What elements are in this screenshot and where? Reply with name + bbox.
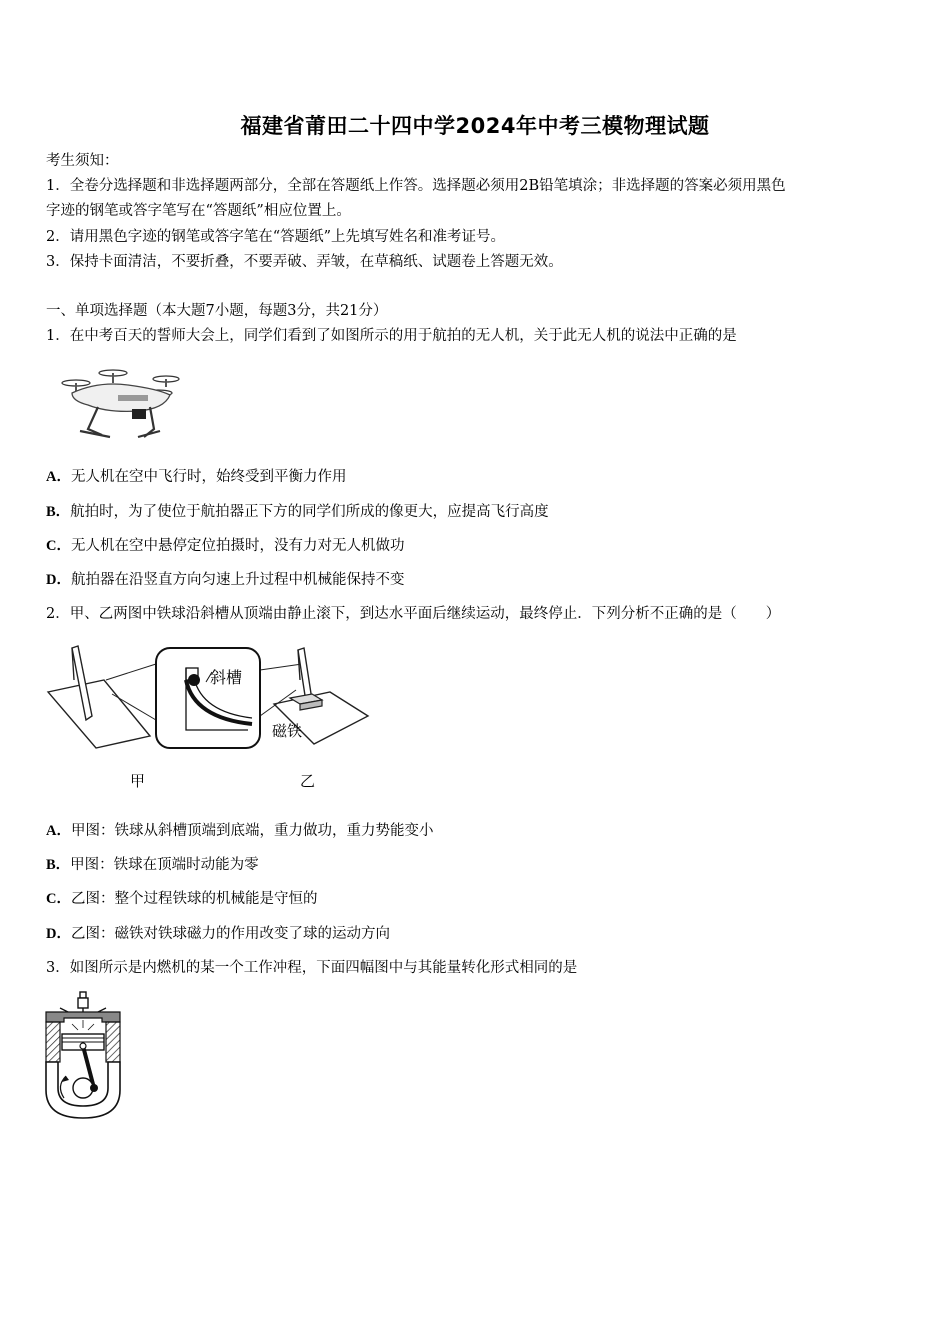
notice-item: 1．全卷分选择题和非选择题两部分，全部在答题纸上作答。选择题必须用2B铅笔填涂；非选择题的答案必须用黑色	[46, 178, 786, 194]
option-text: 无人机在空中悬停定位拍摄时，没有力对无人机做功	[70, 538, 405, 554]
caption-left: 甲	[130, 772, 146, 790]
q2-option-b	[46, 856, 906, 874]
option-text: 乙图：整个过程铁球的机械能是守恒的	[70, 891, 318, 907]
exam-title: 福建省莆田二十四中学2024年中考三模物理试题	[240, 114, 710, 138]
incline-figure	[44, 640, 374, 755]
q2-option-d	[46, 925, 906, 943]
engine-figure	[42, 990, 132, 1122]
notice-item: 字迹的钢笔或答字笔写在“答题纸”相应位置上。	[46, 203, 351, 219]
drone-figure	[58, 365, 183, 445]
question-1-stem: 1．在中考百天的誓师大会上，同学们看到了如图所示的用于航拍的无人机，关于此无人机的说法中正确的是	[46, 328, 737, 344]
option-label: C．	[46, 891, 71, 907]
question-2-stem: 2．甲、乙两图中铁球沿斜槽从顶端由静止滚下，到达水平面后继续运动，最终停止．下列分析不正确的是（ ）	[46, 606, 781, 622]
option-text: 甲图：铁球从斜槽顶端到底端，重力做功，重力势能变小	[70, 823, 434, 839]
option-text: 航拍时，为了使位于航拍器正下方的同学们所成的像更大，应提高飞行高度	[70, 504, 549, 520]
q2-option-c	[46, 890, 906, 908]
q1-option-b	[46, 503, 906, 521]
notice-item: 3．保持卡面清洁，不要折叠，不要弄破、弄皱，在草稿纸、试题卷上答题无效。	[46, 254, 563, 270]
option-text: 航拍器在沿竖直方向匀速上升过程中机械能保持不变	[70, 572, 405, 588]
caption-right: 乙	[300, 772, 316, 790]
option-label: C．	[46, 538, 71, 554]
notice-item: 2．请用黑色字迹的钢笔或答字笔在“答题纸”上先填写姓名和准考证号。	[46, 229, 506, 245]
label-chute: 斜槽	[210, 668, 243, 687]
label-magnet: 磁铁	[272, 722, 303, 740]
option-label: B．	[46, 857, 71, 873]
option-label: B．	[46, 504, 71, 520]
option-label: A．	[46, 469, 71, 485]
option-label: D．	[46, 572, 71, 588]
q1-option-d	[46, 571, 906, 589]
option-label: A．	[46, 823, 71, 839]
option-label: D．	[46, 926, 71, 942]
q1-option-a	[46, 468, 906, 486]
option-text: 甲图：铁球在顶端时动能为零	[70, 857, 259, 873]
question-3-stem: 3．如图所示是内燃机的某一个工作冲程，下面四幅图中与其能量转化形式相同的是	[46, 960, 578, 976]
section-heading: 一、单项选择题（本大题7小题，每题3分，共21分）	[46, 303, 388, 319]
notice-heading: 考生须知：	[46, 153, 119, 169]
q2-option-a	[46, 822, 906, 840]
q1-option-c	[46, 537, 906, 555]
option-text: 乙图：磁铁对铁球磁力的作用改变了球的运动方向	[70, 926, 390, 942]
option-text: 无人机在空中飞行时，始终受到平衡力作用	[70, 469, 347, 485]
